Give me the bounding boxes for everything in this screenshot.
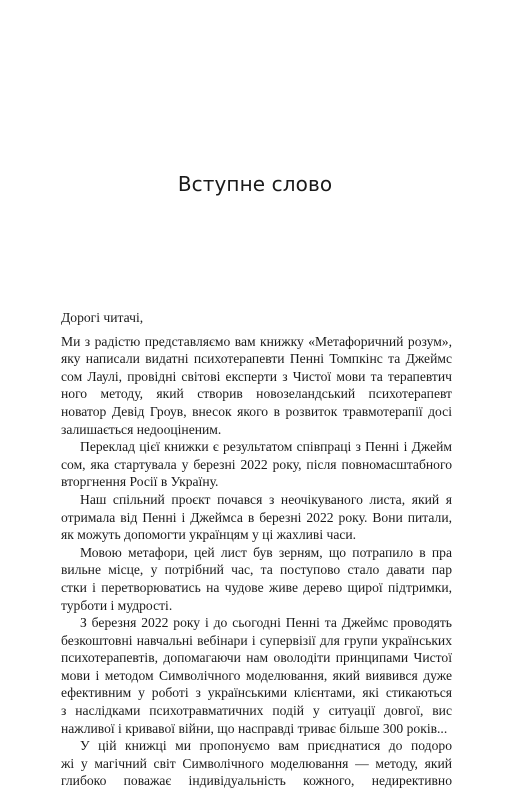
text-line: Переклад цієї книжки є результатом співпраці з Пенні і Джейм — [80, 439, 452, 455]
text-line: вторгнення Росії в Україну. — [61, 474, 219, 490]
text-line: залишається недооціненим. — [61, 421, 222, 437]
text-line: отримала від Пенні і Джеймса в березні 2022 року. Вони питали, — [61, 509, 452, 525]
chapter-title: Вступне слово — [177, 172, 333, 196]
text-line: ного методу, який створив новозеландський психотерапевт — [61, 386, 452, 402]
text-line: яку написали видатні психотерапевти Пенні Томпкінс та Джеймс — [61, 351, 452, 367]
text-line: вильне місце, у потрібний час, та поступово стало давати пар — [61, 562, 452, 578]
paragraph — [61, 491, 452, 544]
text-line: з наслідками психотравматичних подій у ситуації довгої, вис — [61, 703, 452, 719]
text-line: Мовою метафори, цей лист був зерням, що потрапило в пра — [80, 544, 452, 560]
text-line: психотерапевтів, допомагаючи нам оволодіти принципами Чистої — [61, 650, 452, 666]
paragraph — [61, 333, 452, 439]
text-line: нажливої і кривавої війни, що насправді триває більше 300 років... — [61, 720, 448, 736]
paragraphs — [61, 333, 452, 790]
text-line: Ми з радістю представляємо вам книжку «Метафоричний розум», — [61, 333, 452, 349]
text-line: сом, яка стартувала у березні 2022 року, після повномасштабного — [61, 456, 452, 472]
text-line: ефективним у роботі з українськими клієнтами, які стикаються — [61, 685, 452, 701]
paragraph — [61, 737, 452, 790]
paragraph — [61, 614, 452, 737]
text-line: стки і перетворюватись на чудове живе дерево щирої підтримки, — [61, 579, 452, 595]
text-line: Наш спільний проєкт почався з неочікуваного листа, який я — [80, 491, 452, 507]
text-line: глибоко поважає індивідуальність кожного, недирективно — [61, 773, 452, 789]
text-line: жі у магічний світ Символічного моделювання — методу, який — [61, 755, 452, 771]
text-line: сом Лаулі, провідні світові експерти з Чистої мови та терапевтич — [61, 368, 452, 384]
body-text — [61, 309, 452, 790]
greeting: Дорогі читачі, — [61, 310, 144, 325]
text-line: З березня 2022 року і до сьогодні Пенні та Джеймс проводять — [80, 615, 452, 631]
text-line: новатор Девід Гроув, внесок якого в розвиток травмотерапії досі — [61, 403, 452, 419]
text-line: У цій книжці ми пропонуємо вам приєднатися до подоро — [80, 738, 452, 754]
paragraph — [61, 438, 452, 491]
paragraph — [61, 544, 452, 614]
text-line: мови і методом Символічного моделювання, який виявився дуже — [61, 667, 452, 683]
text-line: турботи і мудрості. — [61, 597, 173, 613]
text-line: безкоштовні навчальні вебінари і супервізії для групи українських — [61, 632, 452, 648]
text-line: як можуть допомогти українцям у ці жахливі часи. — [61, 527, 357, 543]
